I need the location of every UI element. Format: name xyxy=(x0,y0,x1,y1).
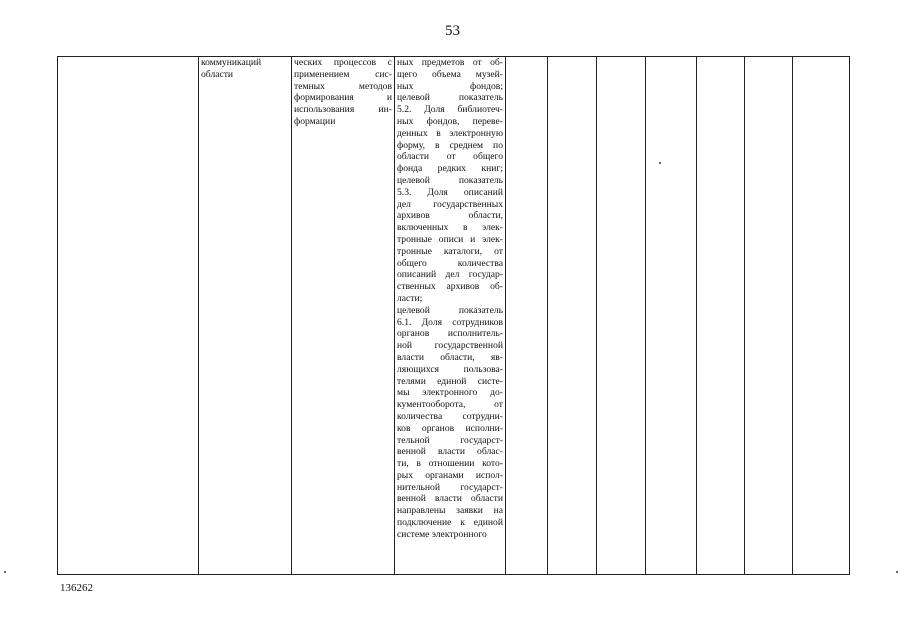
table-cell-col3 xyxy=(292,57,395,575)
cell-line: включенных в элек- xyxy=(397,222,503,234)
document-id: 136262 xyxy=(60,582,93,594)
table-cell-col9 xyxy=(697,57,745,575)
page-number: 53 xyxy=(445,23,460,39)
cell-line: целевой показатель xyxy=(397,92,503,104)
document-table xyxy=(57,56,850,575)
cell-line: ти, в отношении кото- xyxy=(397,458,503,470)
cell-line: власти области, яв- xyxy=(397,351,503,363)
cell-line: использования ин- xyxy=(294,104,392,116)
cell-line: ных фондов; xyxy=(397,80,503,92)
cell-line: 5.2. Доля библиотеч- xyxy=(397,104,503,116)
cell-line: телями единой систе- xyxy=(397,375,503,387)
cell-line: темных методов xyxy=(294,80,392,92)
table-cell-col8 xyxy=(646,57,697,575)
cell-line: общего количества xyxy=(397,257,503,269)
table-row xyxy=(58,57,850,575)
cell-line: дел государственных xyxy=(397,198,503,210)
cell-line: нительной государст- xyxy=(397,481,503,493)
cell-line: денных в электронную xyxy=(397,127,503,139)
cell-line: тронные описи и элек- xyxy=(397,233,503,245)
cell-line: области xyxy=(201,68,234,80)
table-cell-col1 xyxy=(58,57,199,575)
table-cell-col7 xyxy=(597,57,646,575)
cell-line: мы электронного до- xyxy=(397,387,503,399)
cell-line: венной власти области xyxy=(397,493,503,505)
cell-line: ласти; xyxy=(397,292,423,304)
table-cell-col5 xyxy=(506,57,548,575)
cell-line: целевой показатель xyxy=(397,174,503,186)
cell-line: ков органов исполни- xyxy=(397,422,503,434)
cell-line: фонда редких книг; xyxy=(397,163,503,175)
cell-line: ческих процессов с xyxy=(294,57,392,68)
cell-line: ных фондов, переве- xyxy=(397,115,503,127)
cell-text-goal xyxy=(294,57,392,128)
cell-line: рых органами испол- xyxy=(397,469,503,481)
cell-line: ных предметов от об- xyxy=(397,57,503,68)
cell-line: ной государственной xyxy=(397,340,503,352)
table-cell-col6 xyxy=(548,57,597,575)
cell-line: области от общего xyxy=(397,151,503,163)
cell-line: тронные каталоги, от xyxy=(397,245,503,257)
scan-speck xyxy=(4,571,6,573)
cell-line: архивов области, xyxy=(397,210,503,222)
cell-line: целевой показатель xyxy=(397,304,503,316)
cell-line: описаний дел государ- xyxy=(397,269,503,281)
cell-line: системе электронного xyxy=(397,528,487,540)
table-cell-col2 xyxy=(199,57,292,575)
cell-line: 5.3. Доля описаний xyxy=(397,186,503,198)
cell-line: коммуникаций xyxy=(201,57,262,68)
cell-line: формации xyxy=(294,115,336,127)
scan-speck xyxy=(659,162,661,164)
cell-line: кументооборота, от xyxy=(397,399,503,411)
cell-line: ственных архивов об- xyxy=(397,281,503,293)
cell-line: 6.1. Доля сотрудников xyxy=(397,316,503,328)
cell-text-indicators xyxy=(397,57,503,541)
table-cell-col10 xyxy=(745,57,793,575)
cell-line: ляющихся пользова- xyxy=(397,363,503,375)
cell-line: венной власти облас- xyxy=(397,446,503,458)
cell-line: применением сис- xyxy=(294,68,392,80)
cell-line: подключение к единой xyxy=(397,517,503,529)
table-cell-col4 xyxy=(395,57,506,575)
cell-line: направлены заявки на xyxy=(397,505,503,517)
table-cell-col11 xyxy=(793,57,850,575)
cell-line: тельной государст- xyxy=(397,434,503,446)
cell-line: форму, в среднем по xyxy=(397,139,503,151)
cell-text-object xyxy=(201,57,289,81)
scan-speck xyxy=(896,571,898,573)
cell-line: формирования и xyxy=(294,92,392,104)
cell-line: органов исполнитель- xyxy=(397,328,503,340)
cell-line: количества сотрудни- xyxy=(397,410,503,422)
cell-line: щего объема музей- xyxy=(397,68,503,80)
